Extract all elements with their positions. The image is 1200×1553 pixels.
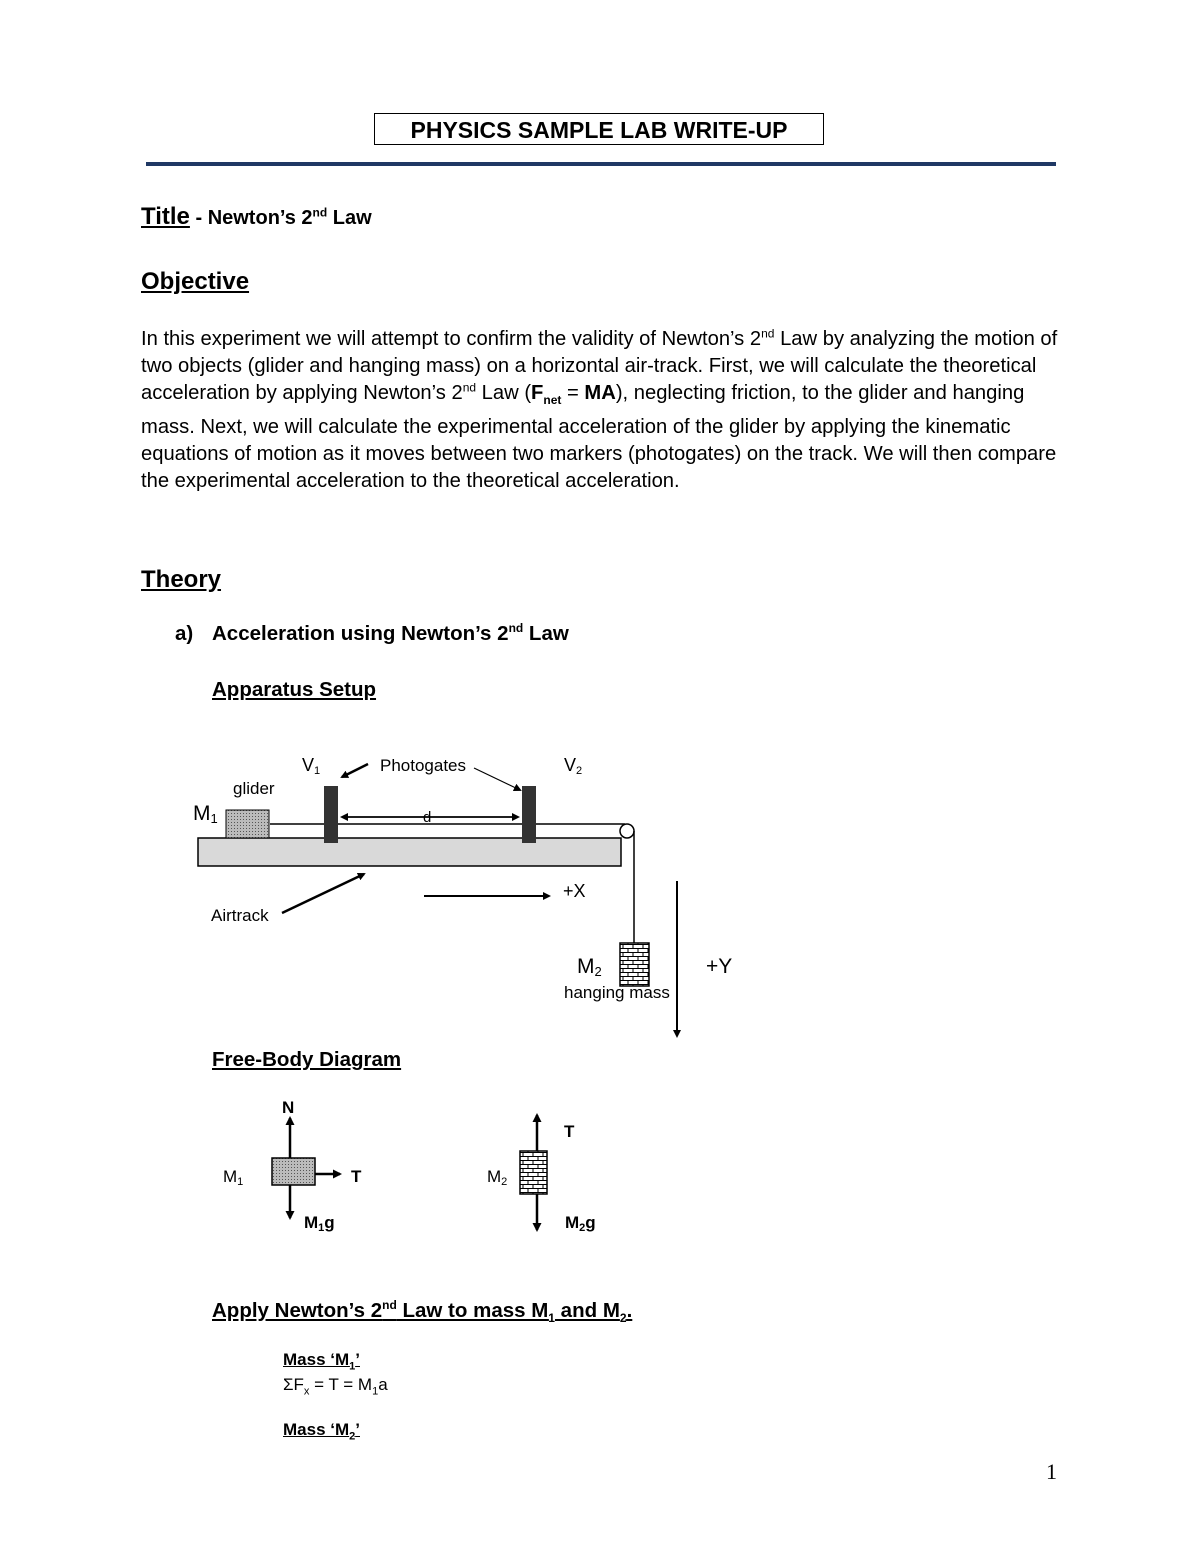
- subsection-text: Acceleration using Newton’s 2: [212, 622, 509, 645]
- eq-sub: x: [303, 1385, 310, 1398]
- apply-sub: 1: [548, 1311, 555, 1326]
- mass2-heading-text: ’: [355, 1420, 360, 1439]
- title-label: Title: [141, 203, 190, 230]
- eq-text: a: [378, 1375, 388, 1394]
- subsection-sup: nd: [508, 621, 524, 636]
- photogate-2: [522, 786, 536, 843]
- airtrack-label: Airtrack: [211, 906, 269, 925]
- para-part: In this experiment we will attempt to confirm the validity of Newton’s 2: [141, 328, 762, 350]
- mass1-heading-text: Mass ‘M: [283, 1350, 350, 1369]
- mass1-heading-text: ’: [355, 1350, 360, 1369]
- fbd-m2-block: [520, 1151, 547, 1194]
- fbd-m1-label: M1: [223, 1167, 244, 1188]
- photogate-pointer-1: [342, 764, 368, 777]
- photogate-1: [324, 786, 338, 843]
- glider-block: [226, 810, 269, 838]
- apply-text: Law to mass M: [396, 1299, 549, 1322]
- m2-label: M2: [577, 955, 602, 979]
- theory-heading: Theory: [141, 566, 222, 593]
- photogates-label: Photogates: [380, 756, 467, 775]
- mass1-heading-sub: 1: [349, 1360, 356, 1373]
- apply-text: and M: [554, 1299, 620, 1322]
- para-sup: nd: [761, 326, 775, 341]
- apply-text: Apply Newton’s 2: [212, 1299, 383, 1322]
- plus-x-label: +X: [563, 881, 586, 901]
- glider-label: glider: [233, 779, 275, 798]
- para-part: Law by analyzing the motion of two objects (glider and hanging mass) on a horizontal air-track. First, we will calculate the theoretical acceleration by applying Newton’s 2: [141, 328, 1058, 404]
- title-text: Newton’s 2: [207, 207, 313, 229]
- hanging-mass-block: [620, 943, 649, 986]
- airtrack: [198, 838, 621, 866]
- page-number: 1: [1046, 1459, 1057, 1484]
- mass1-equation: [283, 1375, 388, 1397]
- mass2-heading-sub: 2: [349, 1430, 356, 1443]
- objective-heading: Objective: [141, 268, 250, 295]
- fbd-n-label: N: [282, 1098, 295, 1117]
- para-part: =: [561, 382, 585, 404]
- fbd-m2g-label: M2g: [565, 1213, 596, 1234]
- title-separator: -: [189, 207, 208, 229]
- title-sup: nd: [312, 205, 328, 220]
- para-part: ), neglecting friction, to the glider and hanging mass. Next, we will calculate the experimental acceleration of the glider by applying the kinematic equations of motion as it moves between two markers (photogates) on the track. We will then compare the experimental acceleration to the theoretical acceleration.: [141, 382, 1057, 493]
- fbd-m2-label: M2: [487, 1167, 508, 1188]
- apply-sup: nd: [382, 1298, 397, 1313]
- pulley: [620, 824, 634, 838]
- apply-text: .: [626, 1299, 633, 1322]
- m1-label: M1: [193, 802, 218, 826]
- d-label: d: [423, 809, 432, 826]
- hanging-mass-label: hanging mass: [564, 983, 670, 1002]
- fbd-heading: Free-Body Diagram: [212, 1048, 402, 1071]
- mass2-heading-text: Mass ‘M: [283, 1420, 350, 1439]
- ma-symbol: MA: [584, 382, 616, 404]
- plus-y-label: +Y: [706, 955, 733, 978]
- fbd-m1-block: [272, 1158, 315, 1185]
- mass2-heading: [283, 1420, 360, 1442]
- fbd-t1-label: T: [351, 1167, 362, 1186]
- para-sup: nd: [462, 380, 477, 395]
- airtrack-pointer: [282, 874, 364, 913]
- fnet-sub: net: [543, 393, 562, 408]
- subsection-text-end: Law: [523, 622, 569, 645]
- photogate-pointer-2: [474, 768, 520, 790]
- v2-label: V2: [564, 755, 583, 777]
- fbd-t2-label: T: [564, 1122, 575, 1141]
- subsection-label: a): [175, 622, 194, 645]
- apply-law-heading: [212, 1299, 632, 1325]
- apparatus-heading: Apparatus Setup: [212, 678, 377, 701]
- eq-text: = T = M: [309, 1375, 373, 1394]
- eq-text: ΣF: [283, 1375, 304, 1394]
- mass1-heading: [283, 1350, 360, 1372]
- eq-sub: 1: [372, 1385, 379, 1398]
- para-part: Law (: [476, 382, 532, 404]
- v1-label: V1: [302, 755, 321, 777]
- fnet-symbol: F: [531, 382, 544, 404]
- title-text-end: Law: [327, 207, 372, 229]
- apply-sub: 2: [619, 1311, 627, 1326]
- document-title: PHYSICS SAMPLE LAB WRITE-UP: [374, 113, 824, 145]
- free-body-diagram: [0, 1080, 800, 1250]
- fbd-m1g-label: M1g: [304, 1213, 335, 1234]
